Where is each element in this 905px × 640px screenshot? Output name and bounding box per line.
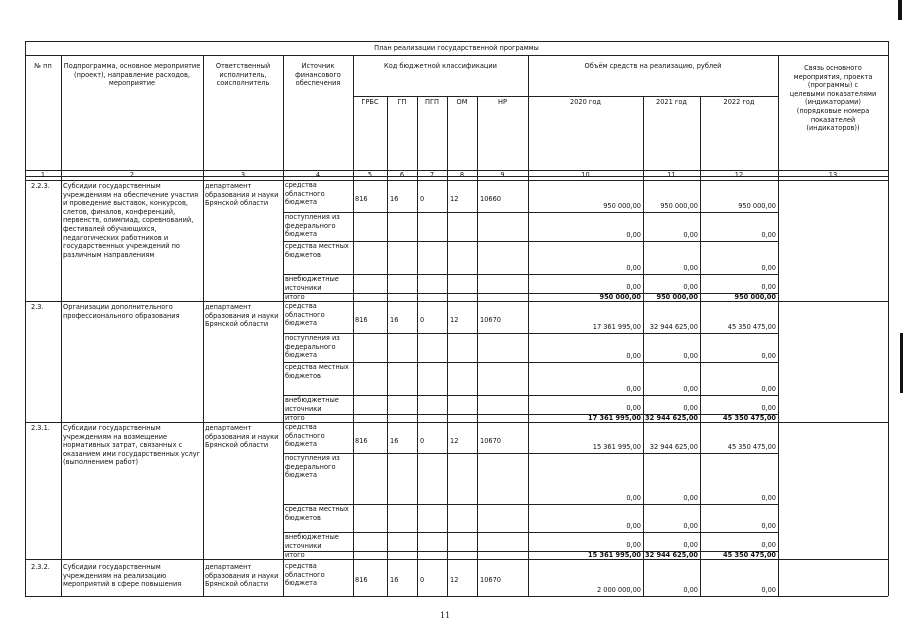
source-extra: источники: [285, 404, 322, 413]
row-executor: департамент: [205, 563, 252, 571]
amount-regional: 15 361 995,00: [592, 443, 641, 451]
grid-line: [25, 559, 888, 560]
column-number: 12: [734, 171, 744, 179]
amount-local: 0,00: [626, 522, 641, 530]
source-extra: источники: [285, 541, 322, 550]
amount-extra: 0,00: [761, 404, 776, 412]
amount-federal: 0,00: [683, 231, 698, 239]
source-total: итого: [285, 293, 305, 301]
row-number: 2.3.2.: [31, 563, 50, 571]
header-bcc-col: ГП: [397, 98, 407, 106]
source-regional: средства: [285, 562, 317, 570]
grid-line: [283, 55, 284, 596]
amount-total: 950 000,00: [599, 293, 641, 301]
row-title: учреждениям на возмещение: [63, 432, 168, 441]
code-pgp: 0: [420, 195, 425, 203]
source-local: средства местных: [285, 505, 349, 513]
amount-federal: 0,00: [626, 231, 641, 239]
source-federal: бюджета: [285, 351, 318, 360]
source-extra: внебюджетные: [285, 533, 339, 541]
source-extra: внебюджетные: [285, 275, 339, 283]
row-executor: образования и науки: [205, 571, 279, 580]
amount-local: 0,00: [683, 264, 698, 272]
amount-local: 0,00: [683, 385, 698, 393]
header-link: (программы) с: [807, 81, 859, 90]
header-executor: соисполнитель: [216, 79, 270, 88]
header-link: (порядковые номера: [796, 107, 870, 115]
amount-regional: 32 944 625,00: [649, 323, 698, 331]
amount-federal: 0,00: [626, 352, 641, 360]
row-title: Субсидии государственным: [63, 424, 161, 432]
amount-local: 0,00: [626, 264, 641, 272]
row-title: Субсидии государственным: [63, 563, 161, 571]
source-federal: бюджета: [285, 471, 318, 480]
code-grbs: 816: [355, 437, 368, 445]
row-title: Субсидии государственным: [63, 182, 161, 190]
grid-line: [283, 453, 778, 454]
amount-total: 32 944 625,00: [645, 414, 698, 422]
column-number: 10: [581, 171, 590, 179]
header-name: мероприятие: [108, 79, 156, 88]
amount-local: 0,00: [626, 385, 641, 393]
row-executor: Брянской области: [205, 580, 269, 589]
row-number: 2.3.: [31, 303, 44, 311]
amount-regional: 32 944 625,00: [649, 443, 698, 451]
source-regional: средства: [285, 181, 317, 189]
column-number: 1: [40, 171, 46, 179]
code-grbs: 816: [355, 195, 368, 203]
row-executor: департамент: [205, 182, 252, 190]
column-number: 3: [240, 171, 246, 179]
grid-line: [353, 55, 354, 596]
amount-regional: 950 000,00: [603, 202, 641, 210]
source-regional: средства: [285, 302, 317, 310]
amount-regional: 17 361 995,00: [592, 323, 641, 331]
header-funds: Объём средств на реализацию, рублей: [584, 62, 722, 70]
code-nr: 10670: [480, 576, 501, 584]
row-executor: Брянской области: [205, 441, 269, 450]
amount-total: 15 361 995,00: [588, 551, 641, 559]
source-local: бюджетов: [285, 371, 321, 380]
header-year: 2021 год: [656, 98, 687, 106]
header-link: целевыми показателями: [789, 89, 877, 98]
amount-extra: 0,00: [683, 283, 698, 291]
code-gp: 16: [390, 195, 399, 203]
grid-line: [25, 41, 888, 42]
header-bcc-col: ПГП: [425, 98, 439, 106]
amount-local: 0,00: [761, 385, 776, 393]
header-year: 2020 год: [570, 98, 601, 106]
source-regional: бюджета: [285, 198, 318, 207]
header-link: (индикаторов)): [806, 124, 860, 133]
row-title: различным направлениям: [63, 250, 155, 259]
amount-extra: 0,00: [761, 283, 776, 291]
amount-extra: 0,00: [683, 541, 698, 549]
header-source: обеспечения: [295, 79, 341, 88]
amount-extra: 0,00: [683, 404, 698, 412]
amount-local: 0,00: [761, 264, 776, 272]
grid-line: [25, 422, 888, 423]
grid-line: [203, 55, 204, 596]
row-number: 2.2.3.: [31, 182, 50, 190]
grid-line: [25, 596, 888, 597]
amount-local: 0,00: [761, 522, 776, 530]
header-link: (индикаторами): [805, 98, 861, 107]
amount-regional: 0,00: [683, 586, 698, 594]
row-executor: департамент: [205, 424, 252, 432]
source-total: итого: [285, 551, 305, 559]
amount-federal: 0,00: [761, 231, 776, 239]
header-bcc: Код бюджетной классификации: [384, 62, 497, 70]
source-federal: федерального: [285, 342, 336, 351]
column-number: 6: [399, 171, 405, 179]
row-number: 2.3.1.: [31, 424, 50, 432]
header-link: Связь основного: [804, 64, 862, 72]
code-om: 12: [450, 437, 459, 445]
amount-total: 45 350 475,00: [723, 414, 776, 422]
column-number: 11: [667, 171, 676, 179]
grid-line: [283, 532, 778, 533]
grid-line: [25, 180, 888, 181]
source-regional: бюджета: [285, 440, 318, 449]
code-gp: 16: [390, 316, 399, 324]
grid-line: [25, 301, 888, 302]
row-title: первенств, олимпиад, соревнований,: [63, 216, 194, 225]
header-source: финансового: [295, 70, 341, 79]
code-gp: 16: [390, 437, 399, 445]
amount-total: 32 944 625,00: [645, 551, 698, 559]
source-federal: бюджета: [285, 230, 318, 239]
column-number: 8: [459, 171, 465, 179]
code-pgp: 0: [420, 437, 425, 445]
source-regional: областного: [285, 570, 325, 579]
amount-regional: 2 000 000,00: [596, 586, 641, 594]
source-regional: средства: [285, 423, 317, 431]
row-executor: образования и науки: [205, 432, 279, 441]
amount-total: 45 350 475,00: [723, 551, 776, 559]
header-executor: исполнитель,: [219, 70, 267, 79]
header-name: (проект), направление расходов,: [74, 70, 190, 79]
source-federal: поступления из: [285, 334, 340, 342]
code-grbs: 816: [355, 576, 368, 584]
source-federal: федерального: [285, 462, 336, 471]
row-title: Организации дополнительного: [63, 303, 173, 311]
source-regional: бюджета: [285, 319, 318, 328]
header-source: Источник: [301, 62, 335, 70]
grid-line: [283, 241, 778, 242]
amount-federal: 0,00: [761, 352, 776, 360]
amount-extra: 0,00: [626, 283, 641, 291]
code-om: 12: [450, 195, 459, 203]
amount-federal: 0,00: [683, 494, 698, 502]
source-local: бюджетов: [285, 250, 321, 259]
scan-mark: [898, 0, 902, 20]
header-num: № пп: [34, 62, 52, 70]
column-number: 7: [429, 171, 435, 179]
header-name: Подпрограмма, основное мероприятие: [63, 62, 201, 70]
source-regional: бюджета: [285, 579, 318, 588]
grid-line: [283, 333, 778, 334]
amount-total: 950 000,00: [656, 293, 698, 301]
row-executor: Брянской области: [205, 320, 269, 329]
header-link: показателей: [810, 115, 856, 124]
amount-extra: 0,00: [626, 404, 641, 412]
source-regional: областного: [285, 310, 325, 319]
row-title: нормативных затрат, связанных с: [63, 441, 183, 450]
amount-federal: 0,00: [761, 494, 776, 502]
header-link: мероприятия, проекта: [793, 72, 873, 81]
row-title: (выполнением работ): [63, 458, 139, 467]
column-number: 2: [129, 171, 135, 179]
source-total: итого: [285, 414, 305, 422]
amount-extra: 0,00: [761, 541, 776, 549]
grid-line: [283, 395, 778, 396]
grid-line: [283, 362, 778, 363]
row-executor: образования и науки: [205, 311, 279, 320]
row-title: учреждениям на обеспечение участия: [63, 190, 199, 199]
row-title: педагогических работников и: [63, 233, 169, 242]
source-local: средства местных: [285, 363, 349, 371]
source-federal: поступления из: [285, 454, 340, 462]
row-executor: Брянской области: [205, 199, 269, 208]
code-pgp: 0: [420, 316, 425, 324]
code-grbs: 816: [355, 316, 368, 324]
source-local: бюджетов: [285, 513, 321, 522]
code-om: 12: [450, 316, 459, 324]
source-extra: внебюджетные: [285, 396, 339, 404]
amount-regional: 45 350 475,00: [727, 443, 776, 451]
grid-line: [778, 55, 779, 596]
grid-line: [61, 55, 62, 596]
source-federal: федерального: [285, 221, 336, 230]
header-year: 2022 год: [723, 98, 755, 106]
row-title: учреждениям на реализацию: [63, 571, 167, 580]
amount-federal: 0,00: [626, 494, 641, 502]
row-title: фестивалей обучающихся,: [63, 225, 157, 233]
column-number: 9: [500, 171, 505, 179]
source-federal: поступления из: [285, 213, 340, 221]
grid-line: [283, 504, 778, 505]
amount-total: 950 000,00: [734, 293, 776, 301]
row-title: мероприятий в сфере повышения: [63, 580, 182, 589]
header-bcc-col: ГРБС: [361, 98, 379, 106]
row-title: государственных учреждений по: [63, 242, 180, 251]
amount-local: 0,00: [683, 522, 698, 530]
row-title: и проведение выставок, конкурсов,: [63, 199, 188, 208]
amount-regional: 950 000,00: [738, 202, 776, 210]
table-title: План реализации государственной программы: [374, 44, 539, 52]
amount-regional: 950 000,00: [660, 202, 698, 210]
source-regional: областного: [285, 431, 325, 440]
amount-federal: 0,00: [683, 352, 698, 360]
header-bcc-col: ОМ: [456, 98, 468, 106]
row-title: оказанием ими государственных услуг: [63, 449, 201, 458]
amount-regional: 0,00: [761, 586, 776, 594]
source-local: средства местных: [285, 242, 349, 250]
code-nr: 10660: [480, 195, 501, 203]
column-number: 4: [315, 171, 321, 179]
header-bcc-col: НР: [498, 98, 507, 106]
amount-extra: 0,00: [626, 541, 641, 549]
page-number: 11: [440, 611, 451, 620]
source-regional: областного: [285, 189, 325, 198]
source-extra: источники: [285, 283, 322, 292]
header-executor: Ответственный: [215, 62, 271, 70]
code-om: 12: [450, 576, 459, 584]
row-executor: департамент: [205, 303, 252, 311]
code-nr: 10670: [480, 437, 501, 445]
grid-line: [283, 212, 778, 213]
column-number: 5: [367, 171, 373, 179]
grid-line: [25, 41, 26, 596]
amount-regional: 45 350 475,00: [727, 323, 776, 331]
row-title: профессионального образования: [63, 311, 180, 320]
scan-mark: [900, 333, 903, 393]
grid-line: [283, 274, 778, 275]
column-number: 13: [828, 171, 838, 179]
row-executor: образования и науки: [205, 190, 279, 199]
grid-line: [888, 41, 889, 596]
amount-total: 17 361 995,00: [588, 414, 641, 422]
code-pgp: 0: [420, 576, 425, 584]
row-title: слетов, финалов, конференций,: [63, 207, 176, 216]
code-gp: 16: [390, 576, 399, 584]
grid-line: [25, 55, 888, 56]
code-nr: 10670: [480, 316, 501, 324]
